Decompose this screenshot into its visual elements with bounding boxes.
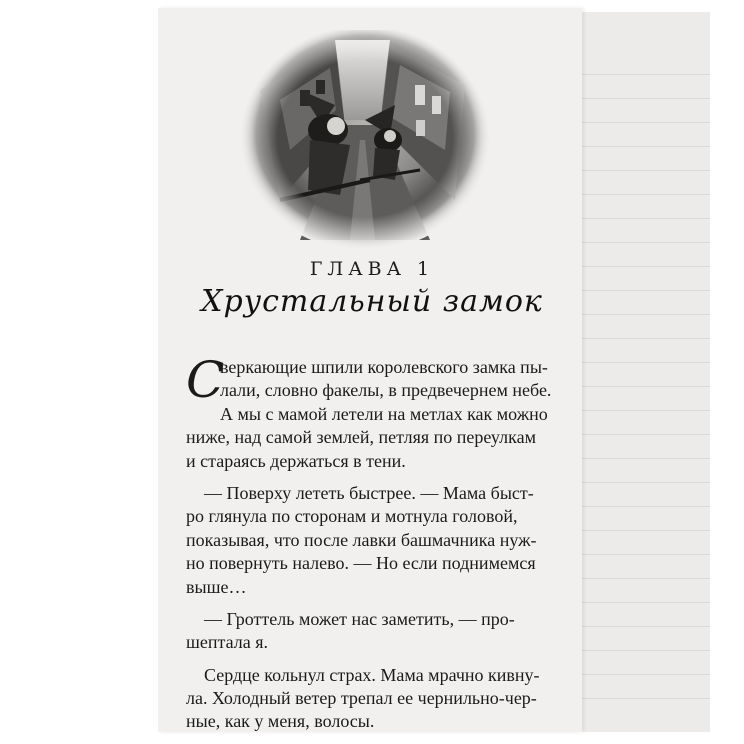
chapter-text [186,351,566,743]
text-line: показывая, что после лавки башмачника нуж- [186,529,537,550]
text-line: ные, как у меня, волосы. [186,711,375,732]
text-line: — Поверху лететь быстрее. — Мама быст- [204,482,534,503]
text-line: А мы с мамой летели на метлах как можно [220,403,548,424]
text-line: лали, словно факелы, в предвечернем небе. [220,380,552,401]
chapter-title: Хрустальный замок [201,284,543,319]
paragraph-2 [186,482,566,599]
paragraph-1 [186,351,566,473]
drop-cap: С [186,351,225,409]
paragraph-3 [186,608,566,655]
text-line: шептала я. [186,632,268,653]
text-line: ла. Холодный ветер трепал ее чернильно-чер- [186,688,537,709]
paragraph-4 [186,664,566,734]
text-line: выше… [186,576,247,597]
text-line: ниже, над самой землей, петляя по переулкам [186,427,536,448]
text-line: и стараясь держаться в тени. [186,450,406,471]
text-line: — Гроттель может нас заметить, — про- [204,608,515,629]
text-line: но повернуть налево. — Но если поднимемся [186,553,536,574]
chapter-number: ГЛАВА 1 [309,258,435,280]
text-line: веркающие шпили королевского замка пы- [220,357,548,377]
text-line: Сердце кольнул страх. Мама мрачно кивну- [204,664,540,685]
chapter-illustration [240,30,490,255]
text-line: ро глянула по сторонам и мотнула головой, [186,506,518,527]
